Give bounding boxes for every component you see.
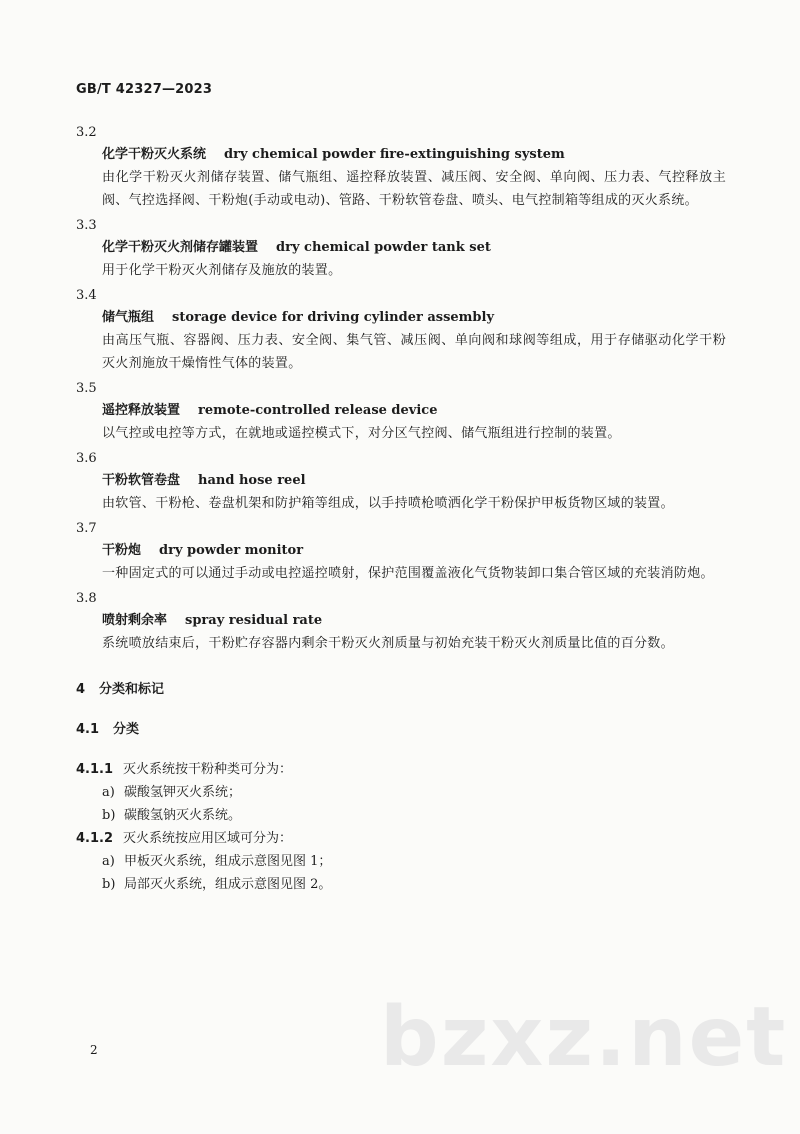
section-title-text: 分类和标记: [99, 682, 165, 697]
clause-number: 4.1.1: [76, 762, 114, 777]
subsection-heading: [76, 718, 726, 742]
clause: [76, 758, 726, 781]
clause-text: 灭火系统按干粉种类可分为：: [123, 762, 293, 777]
term-chinese: 喷射剩余率: [102, 613, 168, 628]
term-entry: [76, 448, 726, 515]
term-number: 3.8: [76, 591, 97, 606]
term-entry: [76, 285, 726, 375]
term-heading: [102, 400, 726, 422]
term-number: 3.5: [76, 381, 97, 396]
list-item-text: 碳酸氢钾灭火系统；: [124, 785, 242, 800]
list-marker: b): [102, 877, 116, 892]
term-chinese: 干粉炮: [102, 543, 142, 558]
term-entry: [76, 518, 726, 585]
term-chinese: 储气瓶组: [102, 310, 155, 325]
spacer: [76, 658, 726, 678]
term-english: dry chemical powder fire-extinguishing system: [224, 147, 565, 162]
term-heading: [102, 237, 726, 259]
list-marker: a): [102, 854, 115, 869]
list-item: [102, 873, 726, 896]
list-item-text: 甲板灭火系统，组成示意图见图 1；: [124, 854, 332, 869]
term-english: dry chemical powder tank set: [276, 240, 491, 255]
term-definition: 由化学干粉灭火剂储存装置、储气瓶组、遥控释放装置、减压阀、安全阀、单向阀、压力表、气控释放主阀、气控选择阀、干粉炮(手动或电动)、管路、干粉软管卷盘、喷头、电气控制箱等组成的灭火系统。: [102, 170, 726, 208]
term-definition: 以气控或电控等方式，在就地或遥控模式下，对分区气控阀、储气瓶组进行控制的装置。: [102, 426, 621, 441]
term-number: 3.2: [76, 125, 97, 140]
standard-number-header: GB/T 42327—2023: [76, 82, 213, 97]
clause-number: 4.1.2: [76, 831, 114, 846]
list-marker: b): [102, 808, 116, 823]
term-entry: [76, 378, 726, 445]
spacer: [76, 702, 726, 718]
page-number: 2: [90, 1043, 98, 1057]
term-heading: [102, 540, 726, 562]
term-english: hand hose reel: [198, 473, 306, 488]
page-content: [76, 122, 726, 896]
section-number: 4: [76, 682, 86, 697]
term-definition: 系统喷放结束后，干粉贮存容器内剩余干粉灭火剂质量与初始充装干粉灭火剂质量比值的百分数。: [102, 636, 674, 651]
subsection-title-text: 分类: [113, 722, 140, 737]
list-item: [102, 781, 726, 804]
term-definition: 用于化学干粉灭火剂储存及施放的装置。: [102, 263, 342, 278]
term-english: remote-controlled release device: [198, 403, 438, 418]
term-heading: [102, 470, 726, 492]
list-item: [102, 850, 726, 873]
term-heading: [102, 144, 726, 166]
list-item: [102, 804, 726, 827]
term-heading: [102, 307, 726, 329]
term-definition: 由软管、干粉枪、卷盘机架和防护箱等组成，以手持喷枪喷洒化学干粉保护甲板货物区域的装置。: [102, 496, 674, 511]
term-english: spray residual rate: [185, 613, 323, 628]
section-heading: [76, 678, 726, 702]
term-number: 3.4: [76, 288, 97, 303]
term-english: storage device for driving cylinder assembly: [172, 310, 495, 325]
term-heading: [102, 610, 726, 632]
term-entry: [76, 215, 726, 282]
list-item-text: 碳酸氢钠灭火系统。: [124, 808, 242, 823]
term-entry: [76, 122, 726, 212]
clause-text: 灭火系统按应用区域可分为：: [123, 831, 293, 846]
term-number: 3.7: [76, 521, 97, 536]
term-definition: 由高压气瓶、容器阀、压力表、安全阀、集气管、减压阀、单向阀和球阀等组成，用于存储驱动化学干粉灭火剂施放干燥惰性气体的装置。: [102, 333, 726, 371]
list-item-text: 局部灭火系统，组成示意图见图 2。: [124, 877, 332, 892]
term-chinese: 干粉软管卷盘: [102, 473, 181, 488]
subsection-number: 4.1: [76, 722, 100, 737]
term-chinese: 化学干粉灭火系统: [102, 147, 207, 162]
list-marker: a): [102, 785, 115, 800]
term-english: dry powder monitor: [159, 543, 304, 558]
spacer: [76, 742, 726, 758]
term-chinese: 遥控释放装置: [102, 403, 181, 418]
term-entry: [76, 588, 726, 655]
term-definition: 一种固定式的可以通过手动或电控遥控喷射，保护范围覆盖液化气货物装卸口集合管区域的充装消防炮。: [102, 566, 714, 581]
term-number: 3.6: [76, 451, 97, 466]
clause: [76, 827, 726, 850]
term-chinese: 化学干粉灭火剂储存罐装置: [102, 240, 259, 255]
term-number: 3.3: [76, 218, 97, 233]
watermark: bzxz.net: [380, 990, 788, 1085]
